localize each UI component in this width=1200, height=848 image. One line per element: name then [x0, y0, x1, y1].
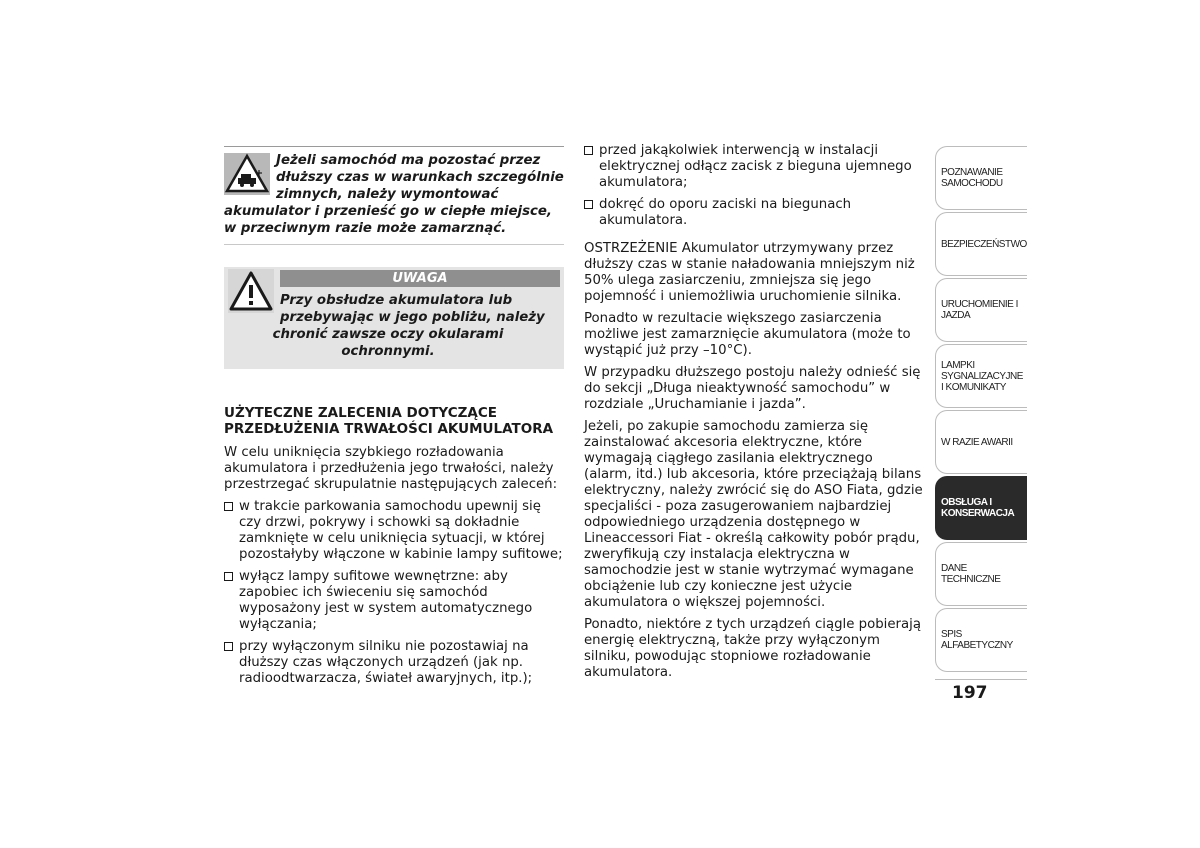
checkbox-bullet-icon	[224, 572, 233, 581]
warning-box	[224, 267, 564, 369]
warning-text-last: chronić zawsze oczy okularami ochronnymi.	[272, 327, 504, 359]
checkbox-bullet-icon	[584, 200, 593, 209]
tab-label: BEZPIECZEŃSTWO	[941, 238, 1027, 250]
tab-label: LAMPKI SYGNALIZACYJNE I KOMUNIKATY	[941, 359, 1023, 393]
exclamation-triangle-icon	[228, 269, 274, 313]
caution-text: Jeżeli samochód ma pozostać przez dłuższy czas w warunkach szczególnie zimnych, należy wymontować akumulator i przenieść go w ciepłe miejsce, w przeciwnym razie może zamarznąć.	[224, 153, 564, 236]
left-column	[224, 146, 564, 693]
paragraph: Ponadto w rezultacie większego zasiarczenia możliwe jest zamarznięcie akumulatora (może to wystąpić już przy –10°C).	[584, 311, 911, 358]
car-cold-warning-icon	[224, 153, 270, 195]
tab-spis-alfabetyczny[interactable]	[935, 608, 1027, 672]
tab-uruchomienie-i-jazda[interactable]	[935, 278, 1027, 342]
section-heading: UŻYTECZNE ZALECENIA DOTYCZĄCE PRZEDŁUŻENIA TRWAŁOŚCI AKUMULATORA	[224, 405, 554, 437]
tab-bezpieczenstwo[interactable]	[935, 212, 1027, 276]
list-item	[224, 639, 564, 687]
caution-bottom-rule	[224, 244, 564, 245]
tab-obsluga-i-konserwacja[interactable]	[935, 476, 1027, 540]
tab-label: DANE TECHNICZNE	[941, 563, 1001, 585]
list-item-text: dokręć do oporu zaciski na biegunach akumulatora.	[599, 197, 852, 228]
list-item-text: w trakcie parkowania samochodu upewnij się czy drzwi, pokrywy i schowki są dokładnie zamknięte w celu uniknięcia sytuacji, w której pozostałyby włączone w kabinie lampy sufitowe;	[239, 499, 563, 562]
paragraph: W przypadku dłuższego postoju należy odnieść się do sekcji „Długa nieaktywność samochodu” w rozdziale „Uruchamianie i jazda”.	[584, 365, 921, 412]
caution-box	[224, 147, 564, 245]
tab-label: W RAZIE AWARII	[941, 436, 1013, 448]
list-item-text: przy wyłączonym silniku nie pozostawiaj na dłuższy czas włączonych urządzeń (jak np. radioodtwarzacza, świateł awaryjnych, itp.);	[239, 639, 533, 686]
warning-text-main: Przy obsłudze akumulatora lub przebywając w jego pobliżu, należy	[280, 293, 545, 325]
checkbox-bullet-icon	[224, 502, 233, 511]
tab-dane-techniczne[interactable]	[935, 542, 1027, 606]
warning-header: UWAGA	[280, 270, 560, 287]
paragraph: Jeżeli, po zakupie samochodu zamierza się zainstalować akcesoria elektryczne, które wymagają ciągłego zasilania elektrycznego (alarm, itd.) lub akcesoria, które przeciążają bilans elektryczny, należy zwrócić się do ASO Fiata, gdzie specjaliści - poza zasugerowaniem najbardziej odpowiedniego urządzenia dostępnego w Lineaccessori Fiat - określą całkowity pobór prądu, zweryfikują czy instalacja elektryczna w samochodzie jest w stanie wytrzymać wymagane obciążenie lub czy konieczne jest użycie akumulatora o większej pojemności.	[584, 419, 923, 610]
tab-poznawanie-samochodu[interactable]	[935, 146, 1027, 210]
paragraph: OSTRZEŻENIE Akumulator utrzymywany przez dłuższy czas w stanie naładowania mniejszym niż 50% ulega zasiarczeniu, zmniejsza się jego pojemność i uniemożliwia uruchomienie silnika.	[584, 241, 915, 304]
checkbox-bullet-icon	[584, 146, 593, 155]
page-number: 197	[952, 683, 988, 703]
tabs-bottom-rule	[935, 679, 1027, 680]
tab-label: URUCHOMIENIE I JAZDA	[941, 299, 1018, 321]
section-intro: W celu uniknięcia szybkiego rozładowania akumulatora i przedłużenia jego trwałości, należy przestrzegać skrupulatnie następujących zaleceń:	[224, 445, 558, 492]
tab-w-razie-awarii[interactable]	[935, 410, 1027, 474]
tab-label: OBSŁUGA I KONSERWACJA	[941, 497, 1015, 519]
right-column	[584, 143, 924, 687]
list-item-text: wyłącz lampy sufitowe wewnętrzne: aby zapobiec ich świeceniu się samochód wyposażony jest w system automatycznego wyłączania;	[239, 569, 533, 632]
tab-label: POZNAWANIE SAMOCHODU	[941, 167, 1003, 189]
chapter-tabs	[935, 146, 1027, 674]
checkbox-bullet-icon	[224, 642, 233, 651]
list-item	[584, 143, 924, 191]
tab-label: SPIS ALFABETYCZNY	[941, 629, 1013, 651]
list-item	[224, 499, 564, 563]
paragraph: Ponadto, niektóre z tych urządzeń ciągle pobierają energię elektryczną, także przy wyłączonym silniku, powodując stopniowe rozładowanie akumulatora.	[584, 617, 922, 680]
list-item	[224, 569, 564, 633]
list-item	[584, 197, 924, 229]
tab-lampki-sygnalizacyjne[interactable]	[935, 344, 1027, 408]
warning-text	[228, 292, 560, 360]
list-item-text: przed jakąkolwiek interwencją w instalacji elektrycznej odłącz zacisk z bieguna ujemnego akumulatora;	[599, 143, 912, 190]
